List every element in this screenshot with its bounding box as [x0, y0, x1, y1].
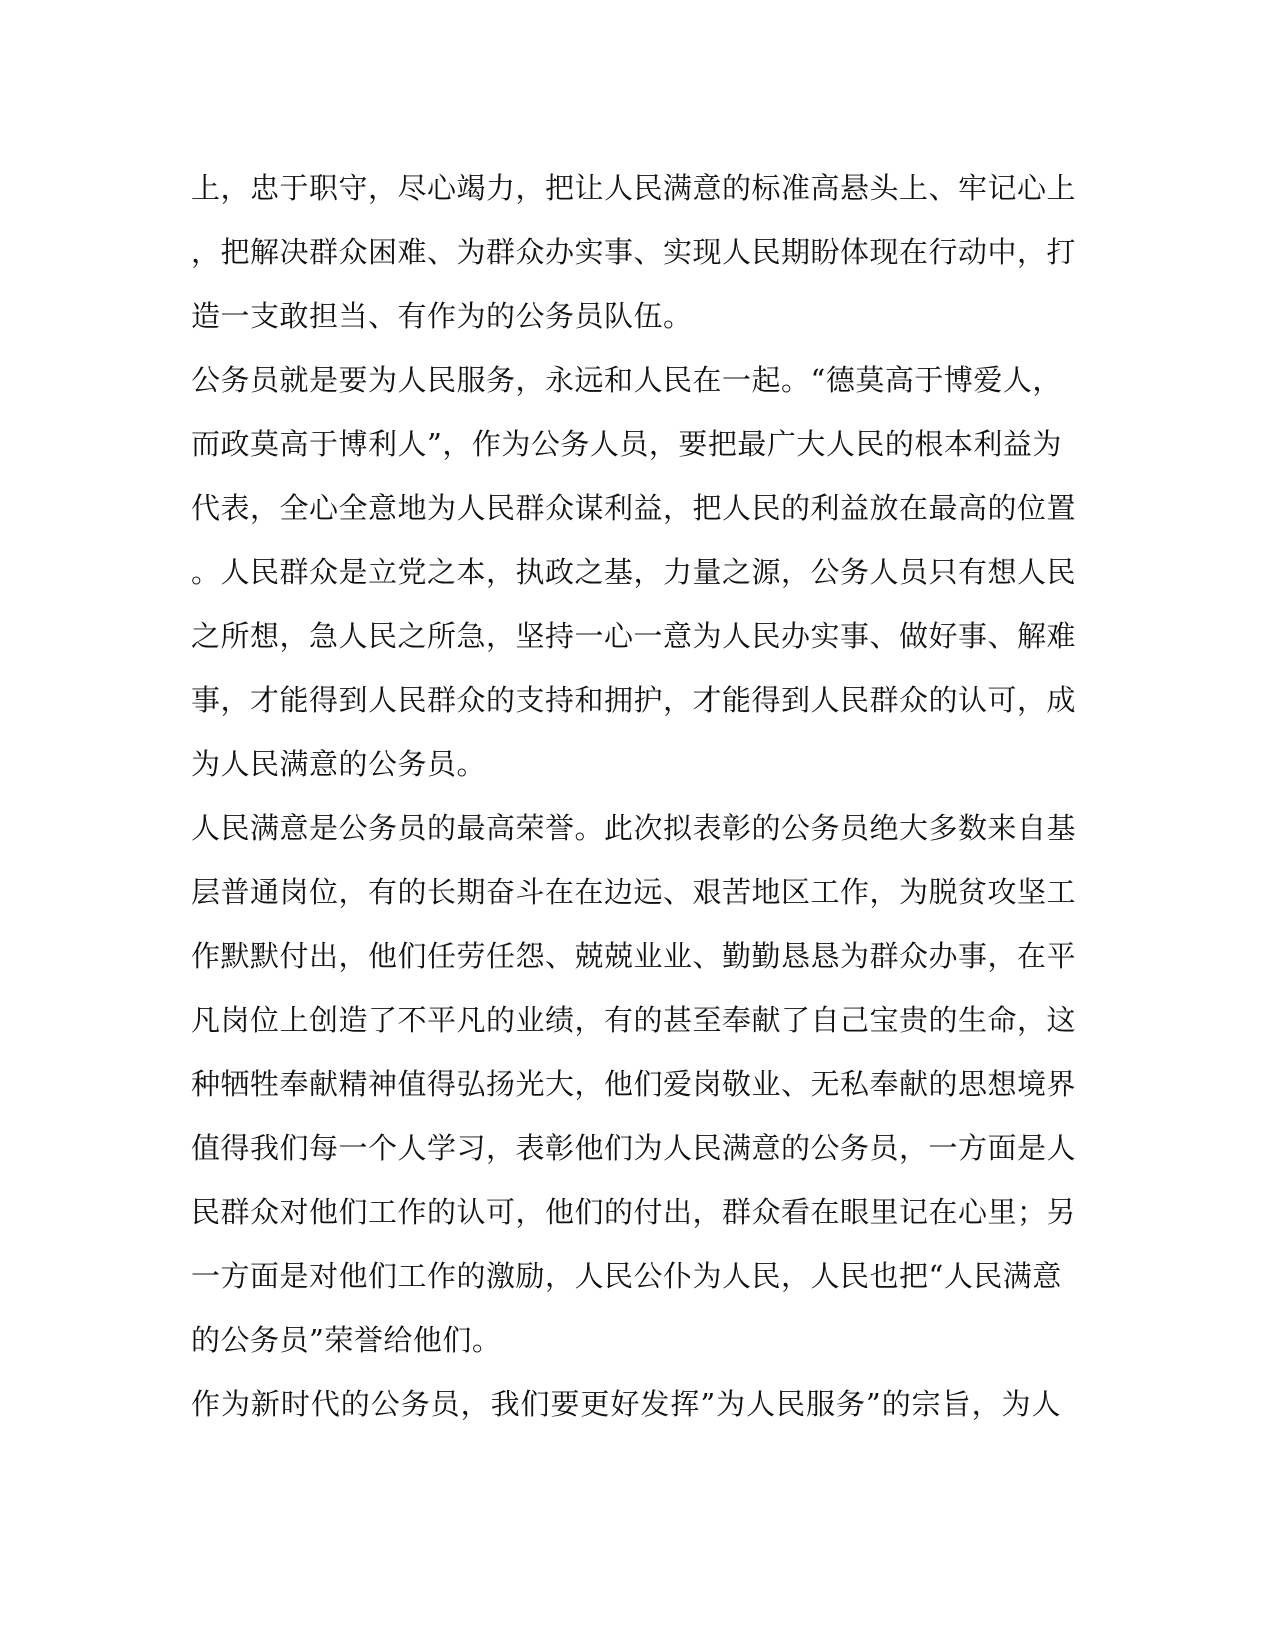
text-line: 作为新时代的公务员，我们要更好发挥”为人民服务”的宗旨，为人: [191, 1387, 1061, 1421]
text-line: 造一支敢担当、有作为的公务员队伍。: [191, 299, 693, 333]
text-line: 公务员就是要为人民服务，永远和人民在一起。“德莫高于博爱人，: [191, 363, 1062, 397]
text-line: 而政莫高于博利人”，作为公务人员，要把最广大人民的根本利益为: [191, 427, 1062, 461]
text-line: 上，忠于职守，尽心竭力，把让人民满意的标准高悬头上、牢记心上: [191, 171, 1077, 205]
text-line: 之所想，急人民之所急，坚持一心一意为人民办实事、做好事、解难: [191, 619, 1077, 653]
text-line: 为人民满意的公务员。: [191, 747, 487, 781]
text-line: 代表，全心全意地为人民群众谋利益，把人民的利益放在最高的位置: [191, 491, 1077, 525]
text-line: 。人民群众是立党之本，执政之基，力量之源，公务人员只有想人民: [191, 555, 1077, 589]
text-line: 人民满意是公务员的最高荣誉。此次拟表彰的公务员绝大多数来自基: [191, 811, 1077, 845]
paragraph-3: [191, 796, 1077, 1372]
text-line: 的公务员”荣誉给他们。: [191, 1323, 502, 1357]
text-line: 种牺牲奉献精神值得弘扬光大，他们爱岗敬业、无私奉献的思想境界: [191, 1067, 1077, 1101]
text-line: 凡岗位上创造了不平凡的业绩，有的甚至奉献了自己宝贵的生命，这: [191, 1003, 1077, 1037]
text-line: 值得我们每一个人学习，表彰他们为人民满意的公务员，一方面是人: [191, 1131, 1077, 1165]
text-line: 一方面是对他们工作的激励，人民公仆为人民，人民也把“人民满意: [191, 1259, 1062, 1293]
paragraph-2: [191, 348, 1077, 796]
text-line: 民群众对他们工作的认可，他们的付出，群众看在眼里记在心里；另: [191, 1195, 1077, 1229]
text-line: 作默默付出，他们任劳任怨、兢兢业业、勤勤恳恳为群众办事，在平: [191, 939, 1077, 973]
paragraph-4: [191, 1372, 1061, 1436]
paragraph-1: [191, 156, 1077, 348]
text-line: ，把解决群众困难、为群众办实事、实现人民期盼体现在行动中，打: [191, 235, 1077, 269]
text-line: 事，才能得到人民群众的支持和拥护，才能得到人民群众的认可，成: [191, 683, 1077, 717]
text-line: 层普通岗位，有的长期奋斗在在边远、艰苦地区工作，为脱贫攻坚工: [191, 875, 1077, 909]
body-text: [191, 156, 1077, 1436]
